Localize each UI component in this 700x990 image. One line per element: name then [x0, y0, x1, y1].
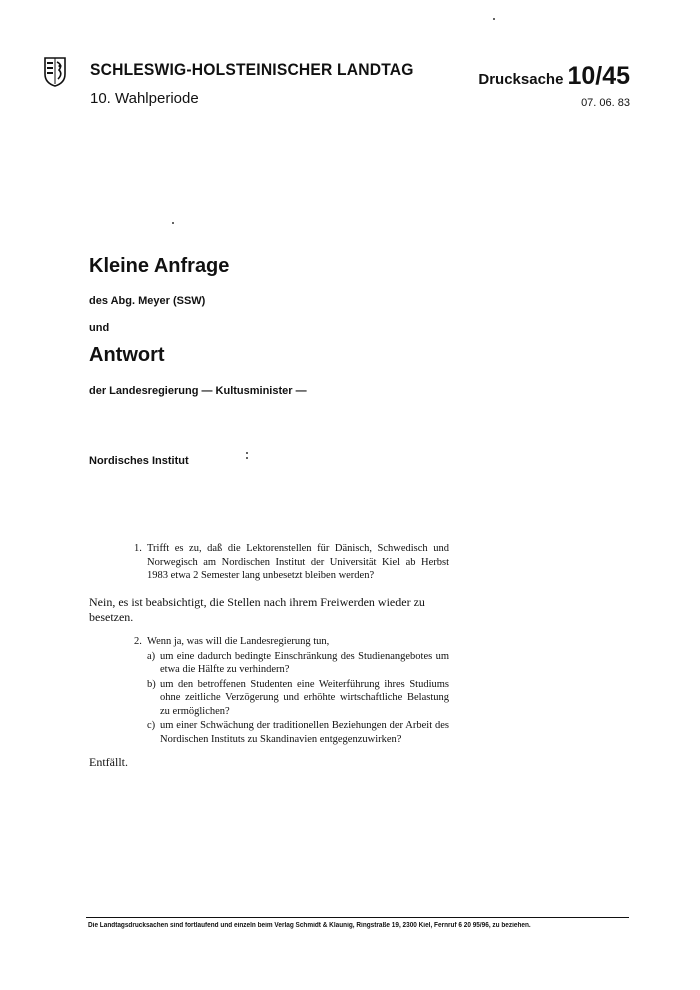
- sub-question-letter: a): [147, 650, 156, 662]
- sub-question-text: um den betroffenen Studenten eine Weiterführung ihres Studiums ohne zeitliche Verzögerung und erhöhte wirtschaftliche Belastung zu ermöglichen?: [160, 678, 449, 717]
- document-date: 07. 06. 83: [581, 97, 630, 109]
- question-number: 1.: [134, 543, 142, 554]
- sub-question-text: um eine dadurch bedingte Einschränkung des Studienangebotes um etwa die Hälfte zu verhindern?: [160, 650, 449, 675]
- answer-2: Entfällt.: [89, 755, 128, 769]
- footer-divider: [86, 917, 629, 918]
- answer-1: Nein, es ist beabsichtigt, die Stellen nach ihrem Freiwerden wieder zu besetzen.: [89, 595, 425, 624]
- conjunction-und: und: [89, 322, 110, 334]
- scan-speck: [246, 457, 248, 459]
- coat-of-arms-icon: [44, 57, 66, 87]
- document-id: [478, 62, 630, 91]
- responder: der Landesregierung — Kultusminister —: [89, 385, 307, 397]
- question-number: 2.: [134, 636, 142, 647]
- question-1: [134, 542, 449, 583]
- scan-speck: [493, 18, 495, 20]
- subject-line: Nordisches Institut: [89, 455, 189, 467]
- heading-kleine-anfrage: Kleine Anfrage: [89, 255, 230, 277]
- parliament-name: SCHLESWIG-HOLSTEINISCHER LANDTAG: [90, 60, 414, 79]
- question-intro: Wenn ja, was will die Landesregierung tun,: [147, 636, 330, 647]
- footer-note: Die Landtagsdrucksachen sind fortlaufend und einzeln beim Verlag Schmidt & Klaunig, Ringstraße 19, 2300 Kiel, Fernruf 6 20 95/96, zu beziehen.: [88, 922, 531, 929]
- question-2: [134, 635, 449, 746]
- sub-question-a: [134, 650, 449, 677]
- sub-question-letter: c): [147, 720, 156, 731]
- sub-question-b: [134, 678, 449, 719]
- scan-speck: [172, 222, 174, 224]
- document-number: 10/45: [567, 62, 630, 90]
- sub-question-letter: b): [147, 678, 156, 690]
- sub-question-text: um einer Schwächung der traditionellen Beziehungen der Arbeit des Nordischen Instituts zu Skandinavien entgegenzuwirken?: [160, 720, 449, 745]
- heading-antwort: Antwort: [89, 344, 165, 366]
- question-text: Trifft es zu, daß die Lektorenstellen für Dänisch, Schwedisch und Norwegisch am Nordischen Institut der Universität Kiel ab Herbst 1983 etwa 2 Semester lang unbesetzt bleiben werden?: [147, 543, 449, 581]
- document-label: Drucksache: [478, 71, 564, 88]
- sub-question-c: [134, 719, 449, 746]
- election-period: 10. Wahlperiode: [90, 90, 199, 107]
- question-author: des Abg. Meyer (SSW): [89, 295, 206, 307]
- scan-speck: [246, 452, 248, 454]
